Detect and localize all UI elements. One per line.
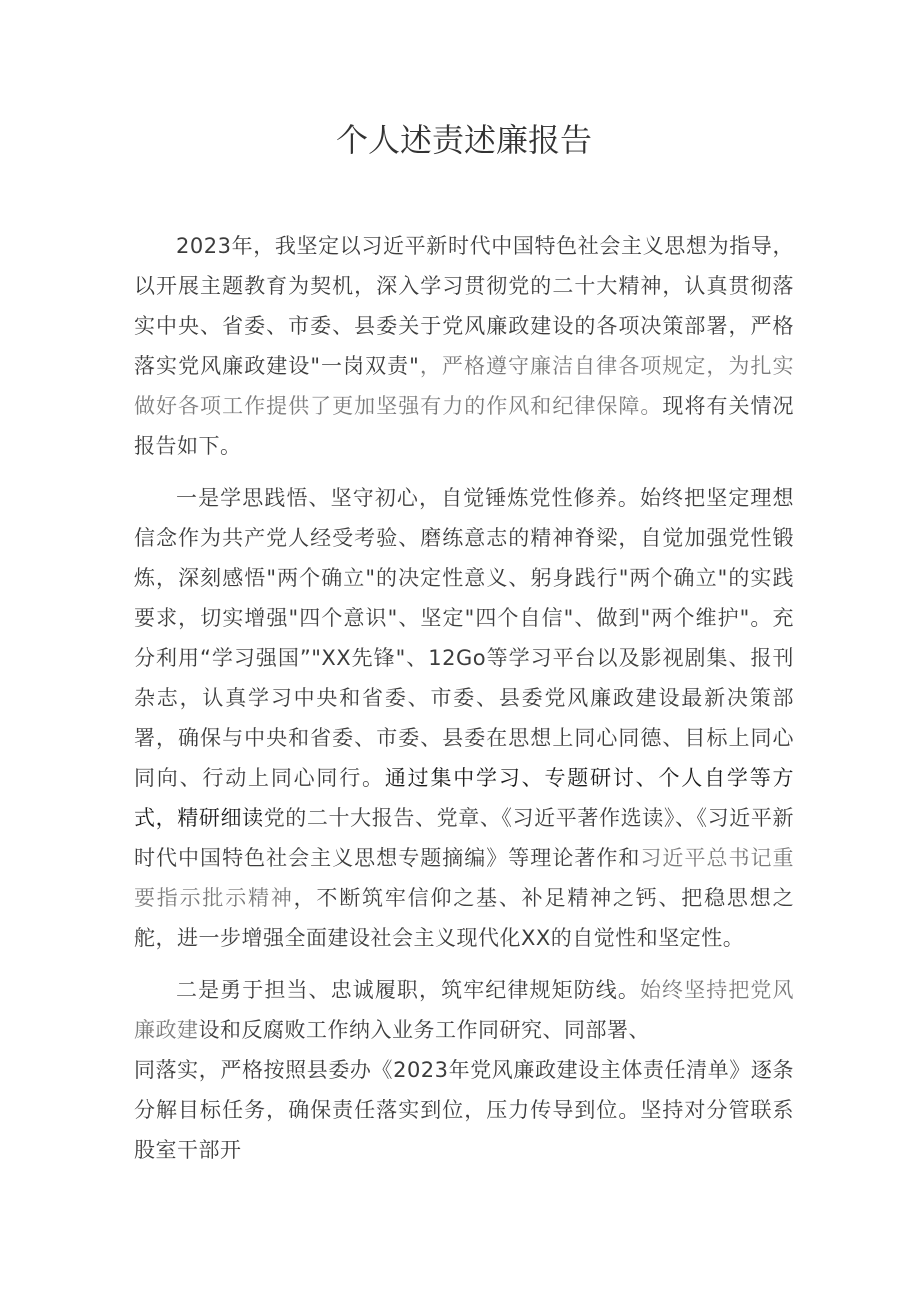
text-segment: 习近平总书记重要指示批示精神 [134, 846, 795, 910]
text-segment: 现将有关情况报告如下。 [134, 394, 795, 458]
paragraph-point-two [134, 970, 794, 1050]
text-segment: 一是学思践悟、坚守初心，自觉锤炼党性修养。始终把坚定理想信念作为共产党人经受考验、磨练意志的精神脊梁，自觉加强党性锻炼，深刻感悟"两个确立"的决定性意义、躬身践行"两个确立"的实践要求，切实增强"四个意识"、坚定"四个自信"、做到"两个维护"。充分利用“学习强国”"XX先锋"、12Go等学习平台以及影视剧集、报刊杂志，认真学习中央和省委、市委、县委党风廉政建设最新决策部署，确保与中央和省委、市委、县委在思想上同心同德、目标上同心同向、行动上同心同行。 [134, 486, 794, 790]
text-segment: ，严格遵守廉洁自律各项规定，为扎实做好各项工作提供了更加坚强有力的作风和纪律保障。 [134, 354, 794, 418]
document-page [134, 0, 794, 1302]
text-segment: 同落实，严格按照县委办《2023年党风廉政建设主体责任清单》逐条分解目标任务，确保责任落实到位，压力传导到位。坚持对分管联系股室干部开 [134, 1058, 794, 1162]
text-segment: ，不断筑牢信仰之基、补足精神之钙、把稳思想之舵，进一步增强全面建设社会主义现代化XX的自觉性和坚定性。 [134, 886, 794, 950]
paragraph-intro [134, 226, 794, 466]
text-segment: 二是勇于担当、忠诚履职，筑牢纪律规矩防线。 [176, 978, 640, 1002]
text-segment: 设和反腐败工作纳入业务工作同研究、同部署、 [198, 1018, 650, 1042]
paragraph-point-two-continued [134, 1050, 794, 1170]
text-segment: 党的二十大报告、党章、《习近平著作选读》、《习近平新时代中国特色社会主义思想专题摘编》等理论著作和 [134, 806, 795, 870]
text-segment: 2023年，我坚定以习近平新时代中国特色社会主义思想为指导，以开展主题教育为契机，深入学习贯彻党的二十大精神，认真贯彻落实中央、省委、市委、县委关于党风廉政建设的各项决策部署，严格落实党风廉政建设 [134, 234, 794, 378]
text-segment: 通过集中学习、专题研讨、个人自学等方式，精研细读 [134, 766, 795, 830]
text-segment: "一岗双责" [310, 354, 420, 378]
paragraph-point-one [134, 478, 794, 958]
text-segment: 始终坚持把党风廉政建 [134, 978, 795, 1042]
document-title: 个人述责述廉报告 [335, 121, 592, 159]
document-body [134, 226, 794, 1182]
